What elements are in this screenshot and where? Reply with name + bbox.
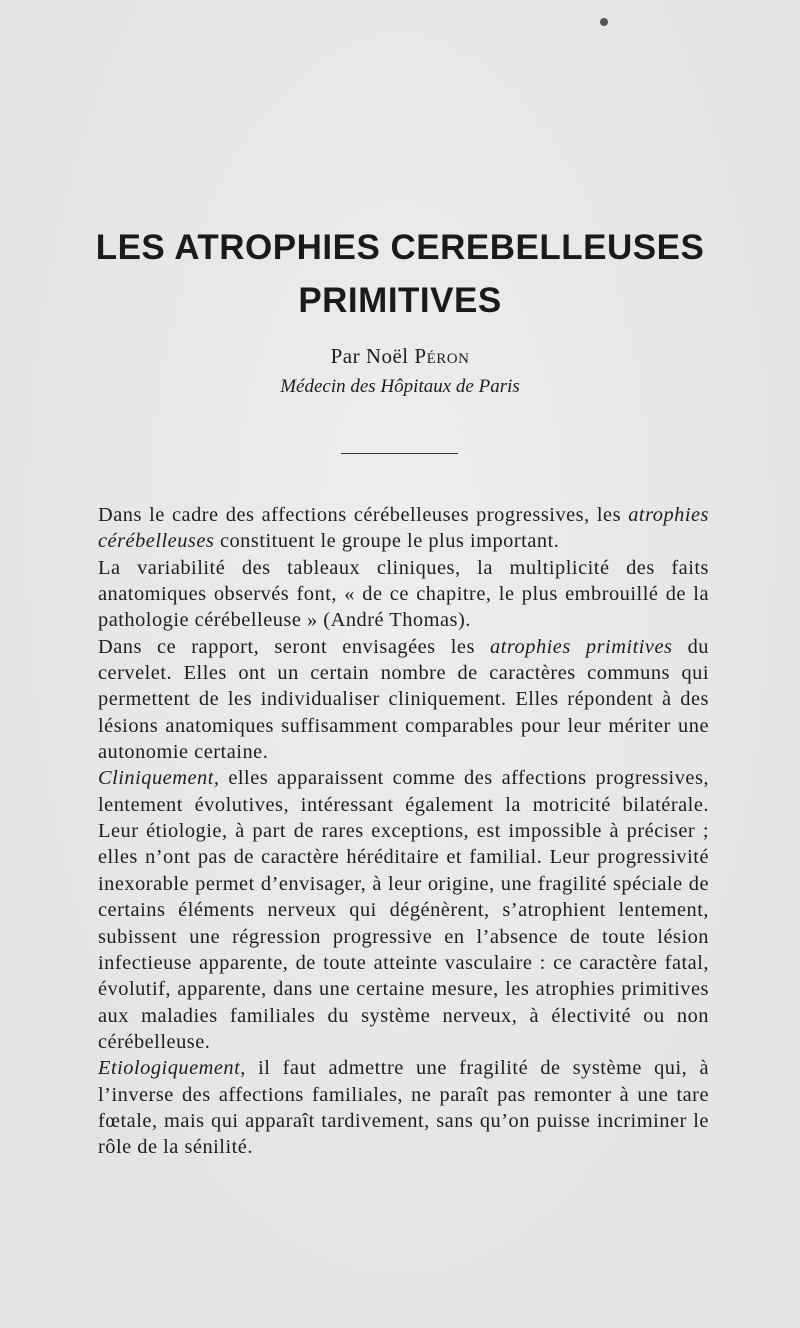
emphasis: Etiologiquement, — [98, 1057, 246, 1080]
title-line-2: PRIMITIVES — [298, 281, 502, 320]
paragraph-2: La variabilité des tableaux cliniques, la multiplicité des faits anatomiques observés font, « de ce chapitre, le plus embrouillé de la pathologie cérébelleuse » (André Thomas). — [98, 556, 709, 632]
emphasis: atrophies cérébelleuses — [98, 504, 709, 553]
author-line — [100, 344, 700, 369]
article-body — [98, 502, 709, 1161]
emphasis: atrophies primitives — [490, 635, 673, 658]
paragraph-5: Etiologiquement, il faut admettre une fragilité de système qui, à l’inverse des affections familiales, ne paraît pas remonter à une tare fœtale, mais qui apparaît tardivement, sans qu’on puisse incriminer le rôle de la sénilité. — [98, 1057, 709, 1159]
paragraph-3: Dans ce rapport, seront envisagées les atrophies primitives du cervelet. Elles ont un certain nombre de caractères communs qui permettent de les individualiser cliniquement. Elles répondent à des lésions anatomiques suffisamment comparables pour leur mériter une autonomie certaine. — [98, 635, 709, 764]
paragraph-4: Cliniquement, elles apparaissent comme des affections progressives, lentement évolutives, intéressant également la motricité bilatérale. Leur étiologie, à part de rares exceptions, est impossible à préciser ; elles n’ont pas de caractère héréditaire et familial. Leur progressivité inexorable permet d’envisager, à leur origine, une fragilité spéciale de certains éléments nerveux qui dégénèrent, s’atrophient lentement, subissent une régression progressive en l’absence de toute lésion infectieuse apparente, de toute atteinte vasculaire : ce caractère fatal, évolutif, apparente, dans une certaine mesure, les atrophies primitives aux maladies familiales du système nerveux, à électivité ou non cérébelleuse. — [98, 767, 709, 1053]
author-affiliation: Médecin des Hôpitaux de Paris — [280, 376, 520, 397]
author-surname: Péron — [414, 344, 470, 368]
section-divider — [341, 453, 458, 454]
emphasis: Cliniquement, — [98, 767, 220, 790]
ink-speck — [600, 18, 608, 26]
author-prefix: Par Noël — [330, 344, 409, 368]
title-line-1: LES ATROPHIES CEREBELLEUSES — [95, 228, 705, 267]
paragraph-1: Dans le cadre des affections cérébelleuses progressives, les atrophies cérébelleuses constituent le groupe le plus important. — [98, 504, 709, 553]
